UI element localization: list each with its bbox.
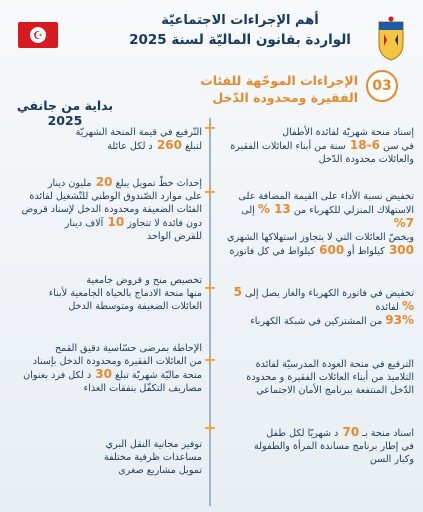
measure-line: تخفيض في فاتورة الكهرباء والغاز يصل إلى 5 % لفائدة — [233, 285, 414, 313]
measure-line: في سن 6-18 سنة من أبناء العائلات الفقيرة — [230, 138, 414, 152]
plus-icon: + — [203, 118, 217, 137]
timeline-divider — [209, 118, 211, 506]
measure-line: مصاريف التكفّل بنفقات الغذاء — [83, 383, 202, 394]
left-measure-item — [10, 176, 202, 243]
plus-icon: + — [203, 278, 217, 297]
measure-line: للقرض الواحد — [146, 231, 202, 242]
measure-line: مساعدات ظرفية مختلفة — [103, 452, 202, 463]
right-measure-item — [222, 358, 414, 397]
measure-line: ويخصّ العائلات التي لا يتجاوز استهلاكها الشهري — [226, 232, 414, 243]
measure-line: إحداث خطّ تمويل يبلغ 20 مليون دينار — [47, 175, 202, 189]
left-measure-item — [10, 274, 202, 313]
right-measure-item — [222, 126, 414, 166]
measure-line: 300 كيلواط أو 600 كيلواط في كل فاتورة — [229, 243, 414, 257]
page-title — [120, 12, 360, 50]
measure-line: في إطار برنامج مساندة المرأة والطفولة — [253, 441, 414, 452]
measure-line: توفير مجانية النقل البري — [105, 439, 202, 450]
measure-line: التّرفيع في قيمة المنحة الشهريّة — [75, 127, 202, 138]
measure-line: تخصيص منح و قروض جامعية — [86, 275, 202, 286]
right-measure-item — [222, 286, 414, 328]
left-measure-item — [10, 126, 202, 153]
measure-line: إسناد منحة شهريّة لفائدة الأطفال — [282, 127, 414, 138]
measure-line: الدّخل المنتفعة ببرنامج الأمان الاجتماعي — [256, 385, 414, 396]
section-title-line-2: الفقيرة ومحدودة الدّخل — [212, 90, 358, 105]
left-measure-item — [10, 438, 202, 477]
measure-line: تمويل مشاريع صغرى — [118, 465, 202, 476]
section-title — [158, 72, 358, 106]
section-number: 03 — [366, 70, 398, 102]
title-line-1: أهم الإجراءات الاجتماعيّة — [161, 13, 319, 28]
measure-line: الاستهلاك المنزلي للكهرباء من 13 % إلى 7% — [241, 202, 414, 230]
measure-line: والعائلات محدودة الدّخل — [318, 154, 414, 165]
tunisia-flag-icon — [18, 22, 58, 48]
measure-line: تخفيض نسبة الأداء على القيمة المضافة على — [238, 191, 414, 202]
plus-icon: + — [203, 418, 217, 437]
measure-line: الإحاطة بمرضى حسّاسية دقيق القمح — [54, 343, 202, 354]
plus-icon: + — [203, 350, 217, 369]
coat-of-arms-icon — [375, 16, 407, 62]
measure-line: لتبلغ 260 د لكل عائلة — [107, 138, 202, 152]
measure-line: اسناد منحة بـ 70 د شهريّا لكل طفل — [266, 425, 414, 439]
measure-line: العائلات الضعيفة ومتوسطة الدخل — [68, 301, 202, 312]
measure-line: منها منحة الادماج بالحياة الجامعية لأبناء — [48, 288, 202, 299]
measure-line: على موارد الصّندوق الوطني للتّشغيل لفائدة — [29, 191, 202, 202]
right-measure-item — [222, 190, 414, 258]
since-label: بداية من جانفي 2025 — [16, 98, 114, 128]
measure-line: دون فائدة لا تتجاوز 10 آلاف دينار — [64, 215, 202, 229]
measure-line: وكبار السن — [369, 454, 414, 465]
left-measure-item — [10, 342, 202, 395]
plus-icon: + — [203, 182, 217, 201]
measure-line: الترفيع في منحة العودة المدرسيّة لفائدة — [255, 359, 414, 370]
measure-line: الفئات الضعيفة ومحدودة الدخل لإسناد قروض — [21, 204, 202, 215]
crescent-star-icon: ☪ — [30, 27, 46, 43]
measure-line: منحة ماليّة شهريّة تبلغ 30 د لكل فرد بعنوان — [23, 367, 202, 381]
title-line-2: الواردة بقانون الماليّة لسنة 2025 — [129, 32, 351, 48]
measure-line: التلاميذ من أبناء العائلات الفقيرة و محدودة — [246, 372, 414, 383]
right-measure-item — [222, 426, 414, 466]
measure-line: من العائلات الفقيرة ومحدودة الدخل بإسناد — [32, 356, 202, 367]
section-header — [150, 70, 410, 116]
section-title-line-1: الإجراءات الموجّهة للفئات — [200, 73, 358, 88]
measure-line: 93% من المشتركين في شبكة الكهرباء — [250, 313, 414, 327]
